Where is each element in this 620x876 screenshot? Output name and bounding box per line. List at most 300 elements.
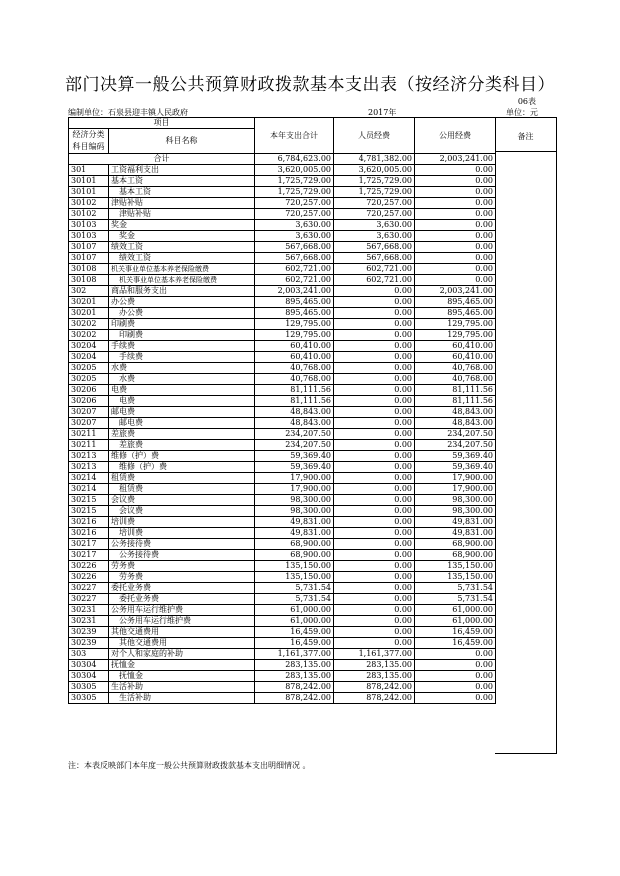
table-row <box>69 275 496 286</box>
table-row <box>69 418 496 429</box>
row-total: 98,300.00 <box>255 495 334 506</box>
row-code: 30205 <box>69 374 109 385</box>
row-code: 301 <box>69 165 109 176</box>
row-public: 0.00 <box>415 671 496 682</box>
row-personnel: 720,257.00 <box>334 209 415 220</box>
table-row <box>69 308 496 319</box>
row-code: 30217 <box>69 539 109 550</box>
row-name: 公务接待费 <box>109 539 255 550</box>
row-total: 878,242.00 <box>255 682 334 693</box>
row-personnel: 0.00 <box>334 341 415 352</box>
year-label: 2017年 <box>368 108 397 117</box>
row-personnel: 0.00 <box>334 473 415 484</box>
table-row <box>69 539 496 550</box>
row-code: 30231 <box>69 616 109 627</box>
row-public: 2,003,241.00 <box>415 286 496 297</box>
row-personnel: 878,242.00 <box>334 682 415 693</box>
row-name: 基本工资 <box>109 176 255 187</box>
table-row <box>69 572 496 583</box>
row-code: 303 <box>69 649 109 660</box>
row-personnel: 0.00 <box>334 363 415 374</box>
row-name: 维修（护）费 <box>109 451 255 462</box>
row-total: 59,369.40 <box>255 462 334 473</box>
row-total: 1,161,377.00 <box>255 649 334 660</box>
row-name: 其他交通费用 <box>109 627 255 638</box>
row-public: 98,300.00 <box>415 495 496 506</box>
row-name: 差旅费 <box>109 429 255 440</box>
row-personnel: 0.00 <box>334 407 415 418</box>
row-public: 49,831.00 <box>415 517 496 528</box>
footnote: 注：本表反映部门本年度一般公共预算财政拨款基本支出明细情况 。 <box>68 761 311 770</box>
row-name: 水费 <box>109 363 255 374</box>
table-row <box>69 517 496 528</box>
row-name: 邮电费 <box>109 407 255 418</box>
table-row <box>69 627 496 638</box>
row-personnel: 0.00 <box>334 528 415 539</box>
row-public: 68,900.00 <box>415 539 496 550</box>
row-total: 5,731.54 <box>255 583 334 594</box>
table-row <box>69 495 496 506</box>
row-public: 81,111.56 <box>415 396 496 407</box>
row-total: 81,111.56 <box>255 385 334 396</box>
row-total: 567,668.00 <box>255 253 334 264</box>
row-code: 30239 <box>69 638 109 649</box>
row-code: 30206 <box>69 385 109 396</box>
header-item: 项目 <box>69 118 255 129</box>
row-total: 40,768.00 <box>255 363 334 374</box>
row-personnel: 0.00 <box>334 374 415 385</box>
table-row <box>69 330 496 341</box>
row-code: 30207 <box>69 407 109 418</box>
table-row <box>69 374 496 385</box>
row-total: 16,459.00 <box>255 627 334 638</box>
row-public: 0.00 <box>415 693 496 704</box>
table-row <box>69 605 496 616</box>
row-public: 60,410.00 <box>415 341 496 352</box>
row-total: 49,831.00 <box>255 517 334 528</box>
table-code: 06表 <box>517 97 536 106</box>
table-row <box>69 407 496 418</box>
row-name: 会议费 <box>109 506 255 517</box>
row-name: 生活补助 <box>109 693 255 704</box>
table-row <box>69 253 496 264</box>
row-code: 30101 <box>69 187 109 198</box>
row-public: 895,465.00 <box>415 297 496 308</box>
row-public: 135,150.00 <box>415 572 496 583</box>
table-row <box>69 660 496 671</box>
header-name: 科目名称 <box>109 129 255 154</box>
row-name: 公务接待费 <box>109 550 255 561</box>
row-total: 3,620,005.00 <box>255 165 334 176</box>
row-name: 印刷费 <box>109 330 255 341</box>
expenditure-table <box>68 117 496 704</box>
row-personnel: 0.00 <box>334 308 415 319</box>
row-public: 40,768.00 <box>415 363 496 374</box>
table-row <box>69 341 496 352</box>
row-code: 30204 <box>69 341 109 352</box>
row-name: 租赁费 <box>109 484 255 495</box>
page-title: 部门决算一般公共预算财政拨款基本支出表（按经济分类科目） <box>65 75 555 95</box>
row-code: 30227 <box>69 594 109 605</box>
row-code: 30213 <box>69 451 109 462</box>
row-name: 津贴补贴 <box>109 209 255 220</box>
table-row <box>69 506 496 517</box>
row-code: 30305 <box>69 682 109 693</box>
row-total: 3,630.00 <box>255 220 334 231</box>
row-public: 81,111.56 <box>415 385 496 396</box>
row-code: 30108 <box>69 264 109 275</box>
row-public: 0.00 <box>415 253 496 264</box>
total-sum: 6,784,623.00 <box>255 154 334 165</box>
row-name: 基本工资 <box>109 187 255 198</box>
row-name: 电费 <box>109 385 255 396</box>
row-name: 差旅费 <box>109 440 255 451</box>
row-total: 135,150.00 <box>255 561 334 572</box>
row-personnel: 0.00 <box>334 440 415 451</box>
row-total: 895,465.00 <box>255 308 334 319</box>
row-public: 16,459.00 <box>415 627 496 638</box>
table-meta <box>68 107 538 117</box>
row-personnel: 0.00 <box>334 594 415 605</box>
row-public: 48,843.00 <box>415 418 496 429</box>
row-name: 劳务费 <box>109 561 255 572</box>
row-public: 129,795.00 <box>415 319 496 330</box>
total-row <box>69 154 496 165</box>
row-personnel: 283,135.00 <box>334 660 415 671</box>
row-total: 60,410.00 <box>255 352 334 363</box>
row-code: 30108 <box>69 275 109 286</box>
row-total: 1,725,729.00 <box>255 176 334 187</box>
table-row <box>69 176 496 187</box>
row-code: 30213 <box>69 462 109 473</box>
row-total: 61,000.00 <box>255 616 334 627</box>
row-personnel: 0.00 <box>334 297 415 308</box>
row-name: 培训费 <box>109 528 255 539</box>
table-row <box>69 242 496 253</box>
row-personnel: 1,725,729.00 <box>334 187 415 198</box>
row-code: 30304 <box>69 671 109 682</box>
row-public: 234,207.50 <box>415 429 496 440</box>
row-name: 印刷费 <box>109 319 255 330</box>
row-personnel: 720,257.00 <box>334 198 415 209</box>
row-code: 30204 <box>69 352 109 363</box>
row-public: 5,731.54 <box>415 583 496 594</box>
total-personnel: 4,781,382.00 <box>334 154 415 165</box>
row-name: 委托业务费 <box>109 594 255 605</box>
row-personnel: 0.00 <box>334 484 415 495</box>
row-public: 0.00 <box>415 187 496 198</box>
row-name: 手续费 <box>109 352 255 363</box>
row-total: 1,725,729.00 <box>255 187 334 198</box>
table-row <box>69 462 496 473</box>
row-public: 48,843.00 <box>415 407 496 418</box>
row-personnel: 0.00 <box>334 550 415 561</box>
row-personnel: 0.00 <box>334 561 415 572</box>
header-total: 本年支出合计 <box>255 118 334 154</box>
row-name: 其他交通费用 <box>109 638 255 649</box>
row-name: 办公费 <box>109 308 255 319</box>
row-personnel: 0.00 <box>334 638 415 649</box>
row-personnel: 0.00 <box>334 605 415 616</box>
table-row <box>69 165 496 176</box>
table-row <box>69 319 496 330</box>
row-total: 48,843.00 <box>255 418 334 429</box>
row-code: 30211 <box>69 429 109 440</box>
row-public: 40,768.00 <box>415 374 496 385</box>
row-name: 劳务费 <box>109 572 255 583</box>
row-code: 30239 <box>69 627 109 638</box>
row-personnel: 0.00 <box>334 462 415 473</box>
row-personnel: 0.00 <box>334 539 415 550</box>
row-name: 奖金 <box>109 220 255 231</box>
row-total: 16,459.00 <box>255 638 334 649</box>
row-personnel: 0.00 <box>334 572 415 583</box>
table-row <box>69 385 496 396</box>
row-code: 30201 <box>69 308 109 319</box>
table-row <box>69 231 496 242</box>
table-row <box>69 473 496 484</box>
header-code: 经济分类 科目编码 <box>69 129 109 154</box>
row-code: 302 <box>69 286 109 297</box>
row-total: 895,465.00 <box>255 297 334 308</box>
row-code: 30226 <box>69 572 109 583</box>
row-personnel: 0.00 <box>334 616 415 627</box>
table-row <box>69 682 496 693</box>
row-name: 手续费 <box>109 341 255 352</box>
row-personnel: 3,620,005.00 <box>334 165 415 176</box>
row-public: 0.00 <box>415 209 496 220</box>
row-personnel: 602,721.00 <box>334 275 415 286</box>
row-name: 生活补助 <box>109 682 255 693</box>
row-personnel: 0.00 <box>334 396 415 407</box>
row-public: 0.00 <box>415 165 496 176</box>
row-personnel: 0.00 <box>334 495 415 506</box>
row-personnel: 878,242.00 <box>334 693 415 704</box>
row-total: 81,111.56 <box>255 396 334 407</box>
row-total: 129,795.00 <box>255 319 334 330</box>
row-code: 30201 <box>69 297 109 308</box>
row-code: 30207 <box>69 418 109 429</box>
row-total: 61,000.00 <box>255 605 334 616</box>
row-code: 30211 <box>69 440 109 451</box>
row-public: 98,300.00 <box>415 506 496 517</box>
row-total: 40,768.00 <box>255 374 334 385</box>
row-public: 17,900.00 <box>415 473 496 484</box>
row-public: 59,369.40 <box>415 462 496 473</box>
row-total: 283,135.00 <box>255 660 334 671</box>
currency-label: 单位：元 <box>506 108 538 117</box>
row-name: 租赁费 <box>109 473 255 484</box>
row-public: 59,369.40 <box>415 451 496 462</box>
row-name: 委托业务费 <box>109 583 255 594</box>
row-name: 公务用车运行维护费 <box>109 616 255 627</box>
table-row <box>69 528 496 539</box>
table-row <box>69 616 496 627</box>
table-row <box>69 594 496 605</box>
row-personnel: 1,161,377.00 <box>334 649 415 660</box>
table-row <box>69 440 496 451</box>
row-code: 30231 <box>69 605 109 616</box>
row-code: 30102 <box>69 198 109 209</box>
row-total: 878,242.00 <box>255 693 334 704</box>
row-code: 30205 <box>69 363 109 374</box>
row-public: 895,465.00 <box>415 308 496 319</box>
row-personnel: 567,668.00 <box>334 242 415 253</box>
row-name: 公务用车运行维护费 <box>109 605 255 616</box>
row-public: 0.00 <box>415 198 496 209</box>
row-code: 30215 <box>69 495 109 506</box>
row-total: 602,721.00 <box>255 264 334 275</box>
table-row <box>69 638 496 649</box>
row-code: 30202 <box>69 330 109 341</box>
table-row <box>69 209 496 220</box>
row-code: 30217 <box>69 550 109 561</box>
table-row <box>69 198 496 209</box>
table-row <box>69 286 496 297</box>
table-row <box>69 396 496 407</box>
row-public: 0.00 <box>415 176 496 187</box>
row-name: 培训费 <box>109 517 255 528</box>
row-code: 30107 <box>69 242 109 253</box>
row-public: 68,900.00 <box>415 550 496 561</box>
table-row <box>69 451 496 462</box>
row-personnel: 283,135.00 <box>334 671 415 682</box>
row-personnel: 0.00 <box>334 418 415 429</box>
row-total: 135,150.00 <box>255 572 334 583</box>
row-public: 0.00 <box>415 231 496 242</box>
row-public: 0.00 <box>415 264 496 275</box>
table-row <box>69 352 496 363</box>
table-row <box>69 671 496 682</box>
table-row <box>69 297 496 308</box>
row-public: 16,459.00 <box>415 638 496 649</box>
total-public: 2,003,241.00 <box>415 154 496 165</box>
header-public: 公用经费 <box>415 118 496 154</box>
row-public: 0.00 <box>415 660 496 671</box>
row-name: 绩效工资 <box>109 242 255 253</box>
row-public: 61,000.00 <box>415 616 496 627</box>
row-personnel: 1,725,729.00 <box>334 176 415 187</box>
unit-label: 编制单位：石泉县迎丰镇人民政府 <box>68 108 188 117</box>
row-code: 30202 <box>69 319 109 330</box>
row-total: 234,207.50 <box>255 429 334 440</box>
row-total: 3,630.00 <box>255 231 334 242</box>
table-row <box>69 550 496 561</box>
row-code: 30216 <box>69 528 109 539</box>
row-total: 602,721.00 <box>255 275 334 286</box>
table-row <box>69 693 496 704</box>
row-total: 98,300.00 <box>255 506 334 517</box>
row-name: 绩效工资 <box>109 253 255 264</box>
table-row <box>69 583 496 594</box>
header-personnel: 人员经费 <box>334 118 415 154</box>
row-name: 抚恤金 <box>109 660 255 671</box>
row-total: 5,731.54 <box>255 594 334 605</box>
row-personnel: 0.00 <box>334 429 415 440</box>
remarks-column <box>495 117 557 754</box>
row-name: 奖金 <box>109 231 255 242</box>
table-row <box>69 561 496 572</box>
row-personnel: 567,668.00 <box>334 253 415 264</box>
row-total: 17,900.00 <box>255 473 334 484</box>
row-name: 水费 <box>109 374 255 385</box>
row-total: 68,900.00 <box>255 539 334 550</box>
row-public: 60,410.00 <box>415 352 496 363</box>
row-personnel: 3,630.00 <box>334 231 415 242</box>
row-public: 234,207.50 <box>415 440 496 451</box>
row-code: 30214 <box>69 473 109 484</box>
row-public: 0.00 <box>415 649 496 660</box>
row-personnel: 0.00 <box>334 330 415 341</box>
header-note: 备注 <box>517 132 534 141</box>
row-name: 抚恤金 <box>109 671 255 682</box>
row-personnel: 0.00 <box>334 352 415 363</box>
table-row <box>69 649 496 660</box>
row-code: 30102 <box>69 209 109 220</box>
row-public: 135,150.00 <box>415 561 496 572</box>
row-code: 30103 <box>69 220 109 231</box>
row-public: 0.00 <box>415 220 496 231</box>
row-total: 234,207.50 <box>255 440 334 451</box>
row-total: 60,410.00 <box>255 341 334 352</box>
row-public: 0.00 <box>415 682 496 693</box>
row-personnel: 3,630.00 <box>334 220 415 231</box>
row-code: 30227 <box>69 583 109 594</box>
row-public: 0.00 <box>415 275 496 286</box>
row-name: 邮电费 <box>109 418 255 429</box>
row-code: 30215 <box>69 506 109 517</box>
row-name: 维修（护）费 <box>109 462 255 473</box>
row-name: 商品和服务支出 <box>109 286 255 297</box>
row-total: 17,900.00 <box>255 484 334 495</box>
row-public: 5,731.54 <box>415 594 496 605</box>
row-total: 48,843.00 <box>255 407 334 418</box>
row-name: 电费 <box>109 396 255 407</box>
row-personnel: 0.00 <box>334 506 415 517</box>
row-personnel: 0.00 <box>334 319 415 330</box>
row-code: 30304 <box>69 660 109 671</box>
table-row <box>69 187 496 198</box>
row-name: 工资福利支出 <box>109 165 255 176</box>
row-public: 61,000.00 <box>415 605 496 616</box>
row-total: 49,831.00 <box>255 528 334 539</box>
table-row <box>69 429 496 440</box>
row-personnel: 602,721.00 <box>334 264 415 275</box>
row-code: 30226 <box>69 561 109 572</box>
table-row <box>69 363 496 374</box>
table-row <box>69 484 496 495</box>
row-code: 30103 <box>69 231 109 242</box>
total-label: 合计 <box>69 154 255 165</box>
row-name: 会议费 <box>109 495 255 506</box>
row-public: 49,831.00 <box>415 528 496 539</box>
row-personnel: 0.00 <box>334 627 415 638</box>
row-public: 0.00 <box>415 242 496 253</box>
row-personnel: 0.00 <box>334 451 415 462</box>
row-total: 567,668.00 <box>255 242 334 253</box>
row-total: 2,003,241.00 <box>255 286 334 297</box>
row-total: 283,135.00 <box>255 671 334 682</box>
row-code: 30107 <box>69 253 109 264</box>
row-total: 59,369.40 <box>255 451 334 462</box>
row-name: 机关事业单位基本养老保险缴费 <box>109 264 255 275</box>
row-name: 津贴补贴 <box>109 198 255 209</box>
row-name: 对个人和家庭的补助 <box>109 649 255 660</box>
row-code: 30216 <box>69 517 109 528</box>
row-public: 17,900.00 <box>415 484 496 495</box>
row-name: 办公费 <box>109 297 255 308</box>
row-total: 720,257.00 <box>255 198 334 209</box>
